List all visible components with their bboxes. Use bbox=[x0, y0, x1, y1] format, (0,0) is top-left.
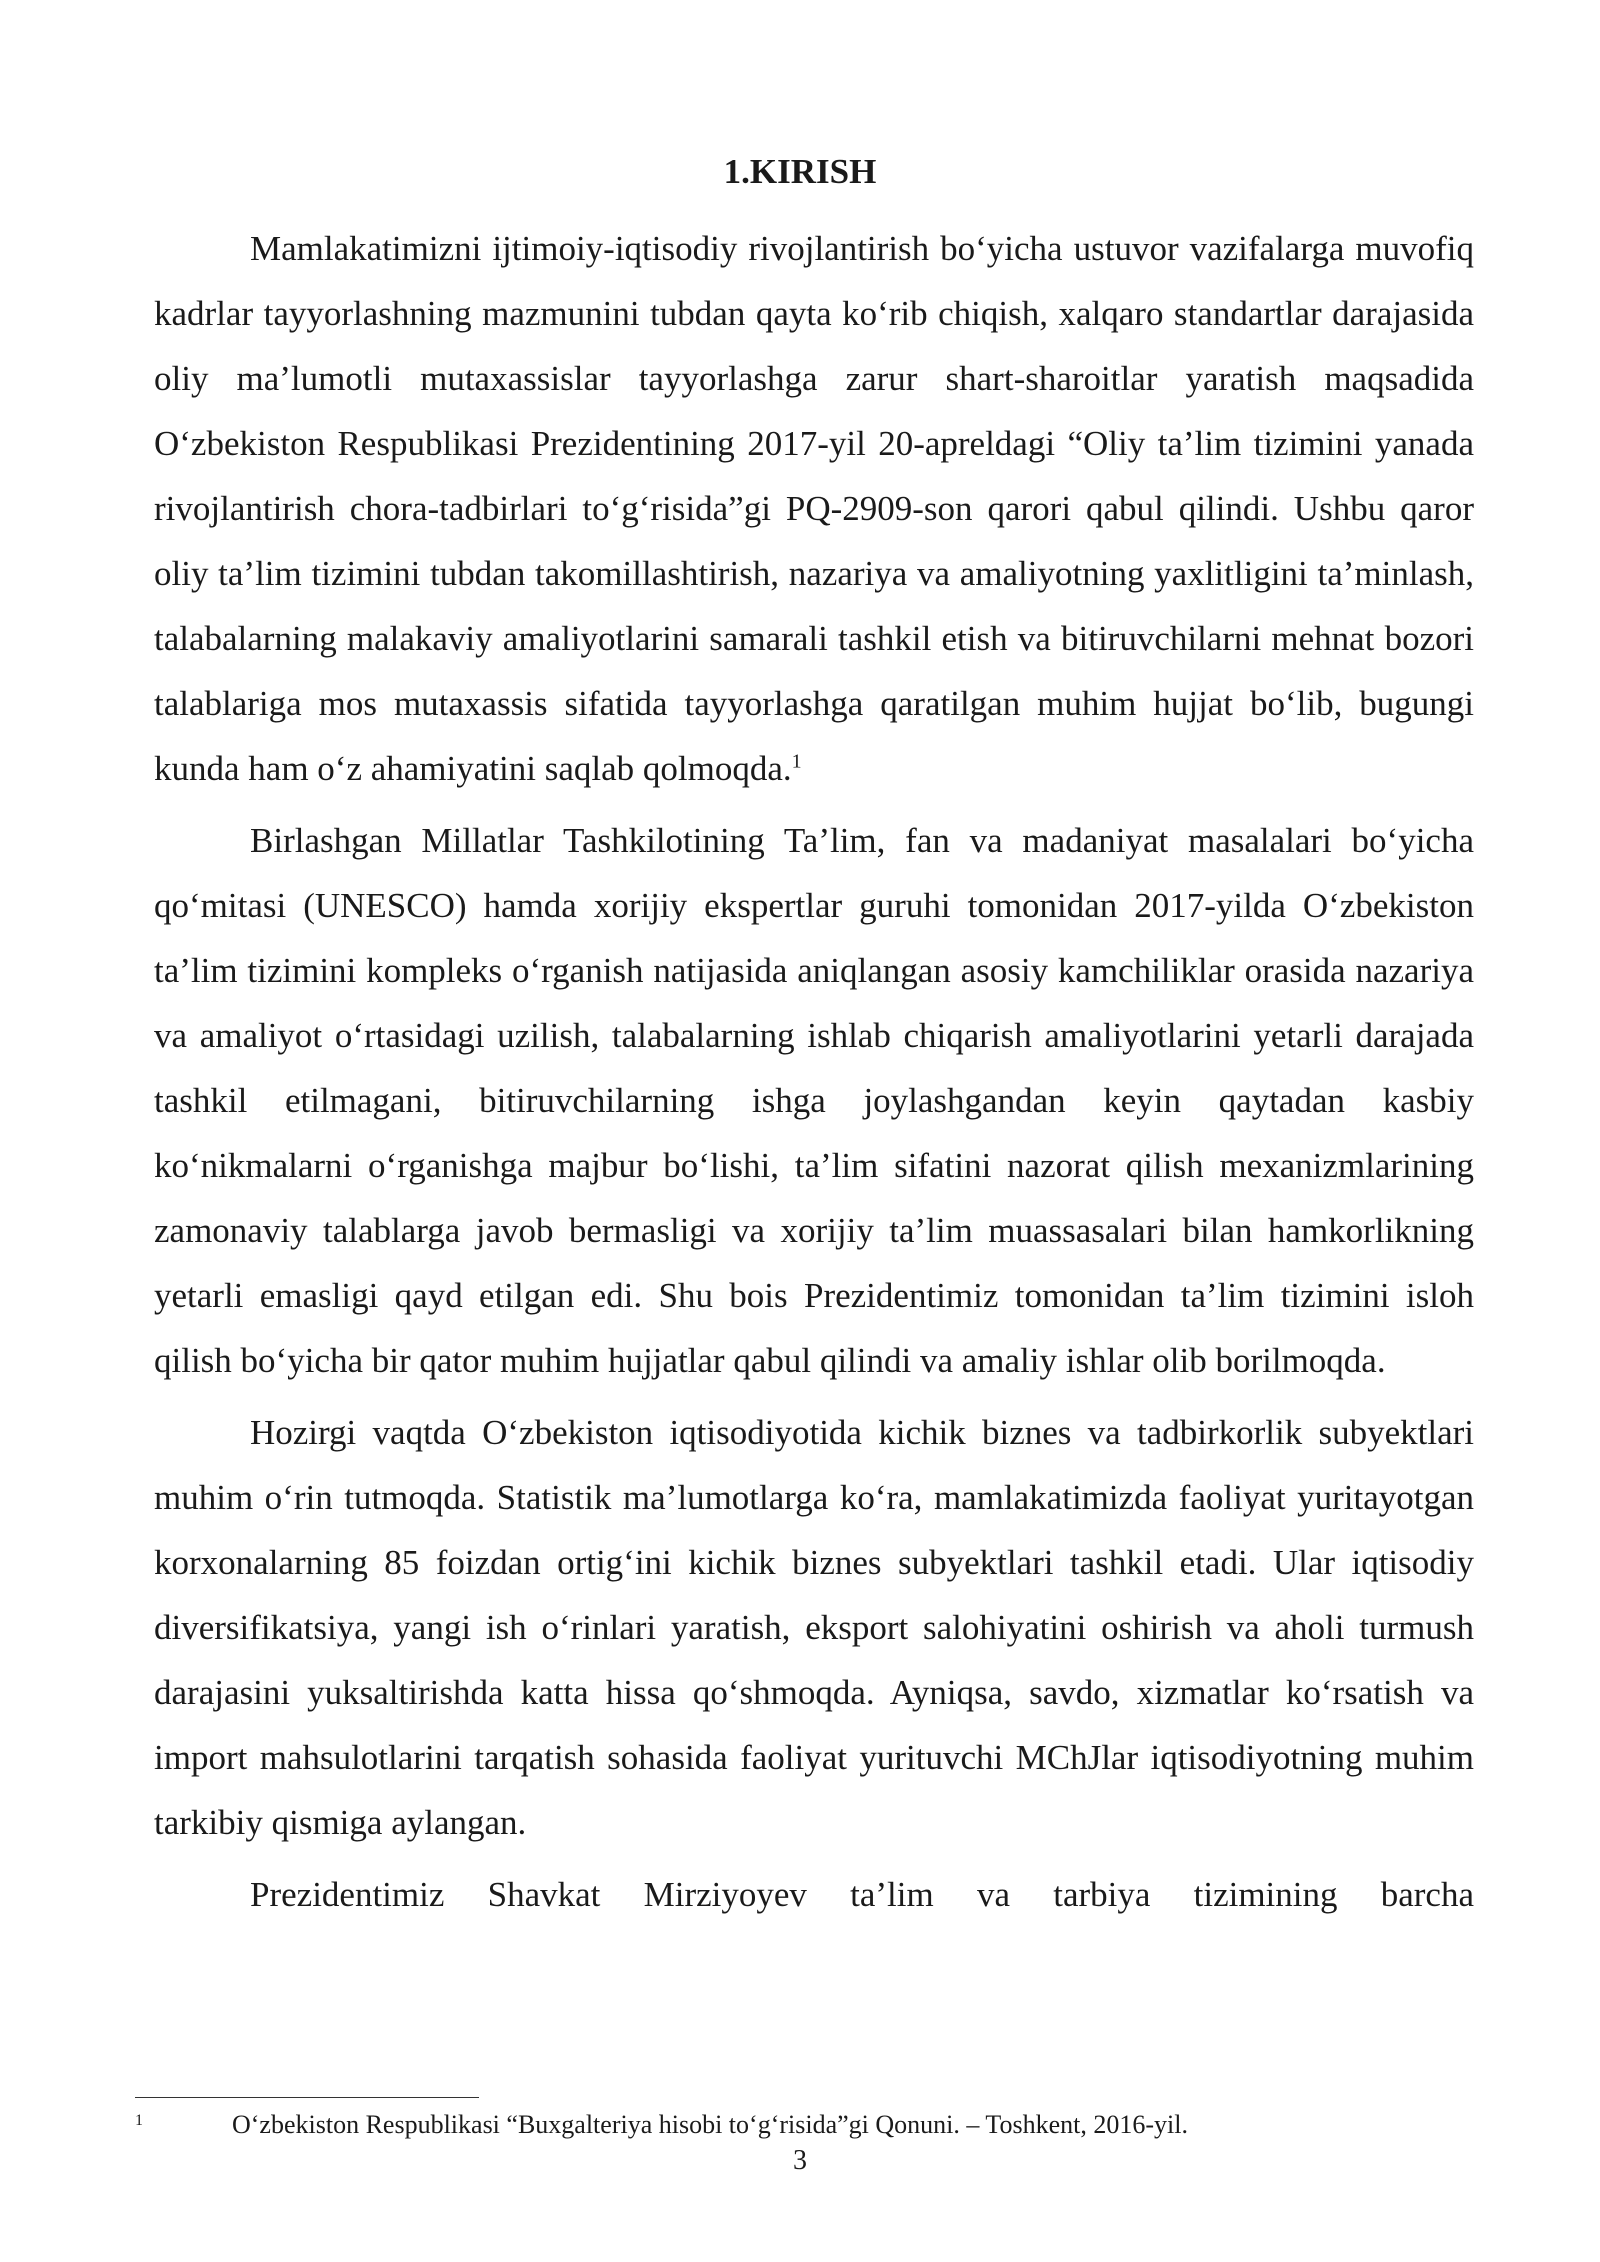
paragraph-2 bbox=[154, 808, 1474, 1393]
paragraph-2-text: Birlashgan Millatlar Tashkilotining Ta’lim, fan va madaniyat masalalari bo‘yicha qo‘mitasi (UNESCO) hamda xorijiy ekspertlar guruhi tomonidan 2017-yilda O‘zbekiston ta’lim tizimini kompleks o‘rganish natijasida aniqlangan asosiy kamchiliklar orasida nazariya va amaliyot o‘rtasidagi uzilish, talabalarning ishlab chiqarish amaliyotlarini yetarli darajada tashkil etilmagani, bitiruvchilarning ishga joylashgandan keyin qaytadan kasbiy ko‘nikmalarni o‘rganishga majbur bo‘lishi, ta’lim sifatini nazorat qilish mexanizmlarining zamonaviy talablarga javob bermasligi va xorijiy ta’lim muassasalari bilan hamkorlikning yetarli emasligi qayd etilgan edi. Shu bois Prezidentimiz tomonidan ta’lim tizimini isloh qilish bo‘yicha bir qator muhim hujjatlar qabul qilindi va amaliy ishlar olib borilmoqda. bbox=[154, 821, 1474, 1380]
paragraph-4 bbox=[154, 1862, 1474, 1927]
footnote-number: 1 bbox=[135, 2112, 143, 2129]
page-number: 3 bbox=[793, 2145, 807, 2176]
paragraph-4-text: Prezidentimiz Shavkat Mirziyoyev ta’lim va tarbiya tizimining barcha bbox=[250, 1875, 1474, 1914]
paragraph-3 bbox=[154, 1400, 1474, 1855]
footnote-reference[interactable]: 1 bbox=[791, 750, 802, 773]
paragraph-1 bbox=[154, 216, 1474, 801]
paragraph-3-text: Hozirgi vaqtda O‘zbekiston iqtisodiyotida kichik biznes va tadbirkorlik subyektlari muhim o‘rin tutmoqda. Statistik ma’lumotlarga ko‘ra, mamlakatimizda faoliyat yuritayotgan korxonalarning 85 foizdan ortig‘ini kichik biznes subyektlari tashkil etadi. Ular iqtisodiy diversifikatsiya, yangi ish o‘rinlari yaratish, eksport salohiyatini oshirish va aholi turmush darajasini yuksaltirishda katta hissa qo‘shmoqda. Ayniqsa, savdo, xizmatlar ko‘rsatish va import mahsulotlarini tarqatish sohasida faoliyat yurituvchi MChJlar iqtisodiyotning muhim tarkibiy qismiga aylangan. bbox=[154, 1413, 1474, 1842]
footnote-separator bbox=[135, 2097, 479, 2098]
paragraph-1-text: Mamlakatimizni ijtimoiy-iqtisodiy rivojlantirish bo‘yicha ustuvor vazifalarga muvofiq kadrlar tayyorlashning mazmunini tubdan qayta ko‘rib chiqish, xalqaro standartlar darajasida oliy ma’lumotli mutaxassislar tayyorlashga zarur shart-sharoitlar yaratish maqsadida O‘zbekiston Respublikasi Prezidentining 2017-yil 20-apreldagi “Oliy ta’lim tizimini yanada rivojlantirish chora-tadbirlari to‘g‘risida”gi PQ-2909-son qarori qabul qilindi. Ushbu qaror oliy ta’lim tizimini tubdan takomillashtirish, nazariya va amaliyotning yaxlitligini ta’minlash, talabalarning malakaviy amaliyotlarini samarali tashkil etish va bitiruvchilarni mehnat bozori talablariga mos mutaxassis sifatida tayyorlashga qaratilgan muhim hujjat bo‘lib, bugungi kunda ham o‘z ahamiyatini saqlab qolmoqda. bbox=[154, 229, 1474, 788]
footnote-text: O‘zbekiston Respublikasi “Buxgalteriya hisobi to‘g‘risida”gi Qonuni. – Toshkent, 2016-yil. bbox=[232, 2110, 1188, 2139]
body-text bbox=[154, 216, 1474, 1927]
section-heading: 1.KIRISH bbox=[723, 152, 877, 191]
